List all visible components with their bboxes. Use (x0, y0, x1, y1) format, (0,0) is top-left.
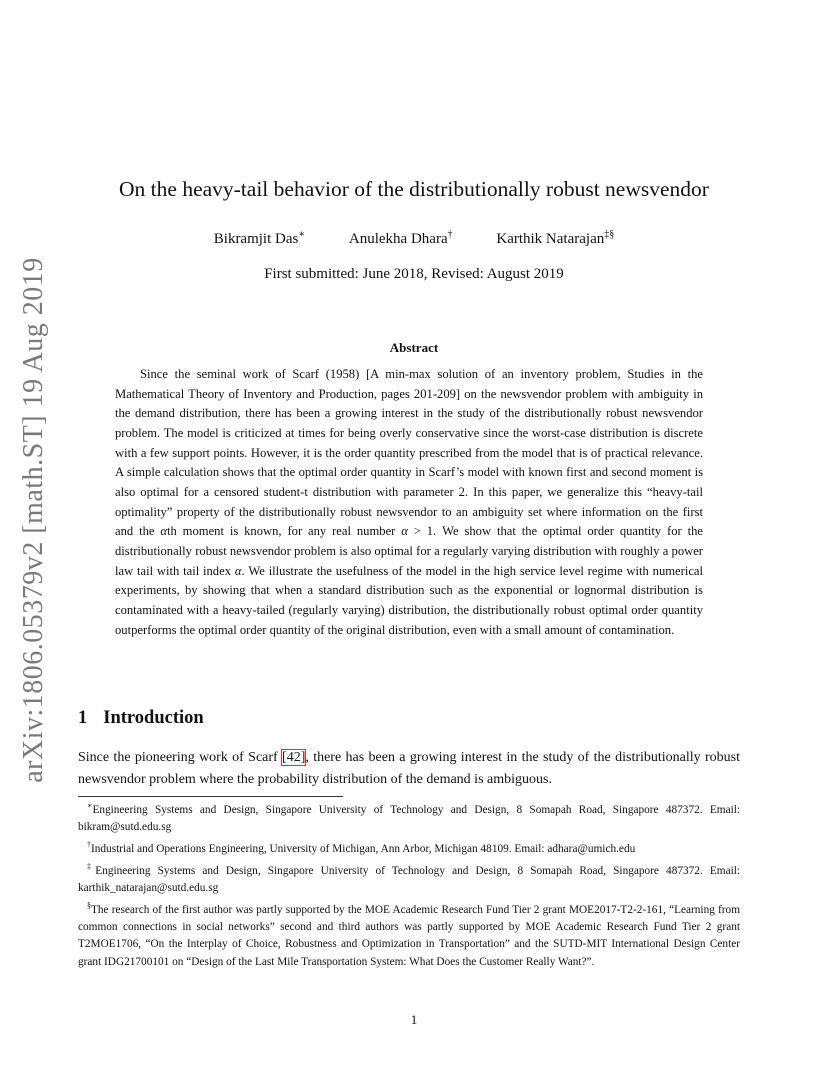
abstract-heading: Abstract (389, 340, 439, 355)
author (349, 229, 453, 248)
footnote-mark: † (87, 840, 91, 850)
math-alpha: α (234, 563, 242, 578)
author-name: Karthik Natarajan (496, 231, 605, 247)
paper-title: On the heavy-tail behavior of the distributionally robust newsvendor (119, 177, 709, 201)
author-mark: ‡§ (604, 229, 615, 240)
intro-text: Since the pioneering work of Scarf (78, 750, 283, 765)
abstract-text: > 1. We show that the optimal order quantity for the distributionally robust newsvendor problem is also optimal for a regularly varying distribution with roughly a power law tail with tail index (115, 524, 703, 578)
author-mark: ∗ (298, 229, 306, 240)
arxiv-stamp (0, 0, 60, 1072)
citation-link[interactable]: [42] (282, 750, 306, 765)
footnote-text: Engineering Systems and Design, Singapore University of Technology and Design, 8 Somapah Road, Singapore 487372. Email: karthik_natarajan@sutd.edu.sg (78, 864, 741, 895)
author-list (0, 229, 828, 248)
author-mark: † (447, 229, 453, 240)
author (214, 229, 305, 248)
arxiv-stamp-text: arXiv:1806.05379v2 [math.ST] 19 Aug 2019 (18, 257, 49, 783)
footnotes (78, 797, 740, 971)
section-number: 1 (78, 708, 88, 728)
math-alpha: α (401, 524, 408, 539)
footnote-text: The research of the first author was partly supported by the MOE Academic Research Fund Tier 2 grant MOE2017-T2-2-161, “Learning from common connections in social networks” second and third authors was partly supported by MOE Academic Research Fund Tier 2 grant T2MOE1706, “On the Interplay of Choice, Robustness and Optimization in Transportation” and the SUTD-MIT International Design Center grant IDG21700101 on “Design of the Last Mile Transportation System: What Does the Customer Really Want?”. (78, 904, 740, 968)
abstract-text: Since the seminal work of Scarf (1958) [A min-max solution of an inventory problem, Studies in the Mathematical Theory of Inventory and Production, pages 201-209] on the newsvendor problem with ambiguity in the demand distribution, there has been a growing interest in the study of the distributionally robust newsvendor problem. The model is criticized at times for being overly conservative since the worst-case distribution is discrete with a few support points. However, it is the order quantity prescribed from the model that is of practical relevance. A simple calculation shows that the optimal order quantity in Scarf’s model with known first and second moment is also optimal for a censored student-t distribution with parameter 2. In this paper, we generalize this “heavy-tail optimality” property of the distributionally robust newsvendor to an ambiguity set where information on the first and the (115, 367, 703, 539)
footnote-mark: ‡ (87, 862, 96, 872)
footnote-text: Engineering Systems and Design, Singapore University of Technology and Design, 8 Somapah Road, Singapore 487372. Email: bikram@sutd.edu.sg (78, 803, 740, 833)
page-number: 1 (410, 1012, 418, 1027)
author-name: Bikramjit Das (213, 231, 299, 247)
intro-paragraph (78, 747, 740, 791)
intro-text: , there has been a growing interest in the study of the distributionally robust newsvendor problem where the probability distribution of the demand is ambiguous. (78, 750, 740, 787)
footnote (78, 836, 740, 858)
footnote-text: Industrial and Operations Engineering, University of Michigan, Ann Arbor, Michigan 48109. Email: adhara@umich.edu (91, 842, 636, 855)
footnote (78, 897, 740, 971)
abstract-body (115, 365, 703, 640)
author (496, 229, 614, 248)
section-heading (78, 708, 204, 729)
footnote (78, 858, 740, 897)
footnote-mark: ∗ (87, 801, 93, 810)
footnote-mark: § (87, 901, 91, 911)
section-title: Introduction (103, 708, 204, 728)
abstract-text: . We illustrate the usefulness of the model in the high service level regime with numerical experiments, by showing that when a standard distribution such as the exponential or lognormal distribution is contaminated with a heavy-tailed (regularly varying) distribution, the distributionally robust optimal order quantity outperforms the optimal order quantity of the original distribution, even with a small amount of contamination. (115, 563, 703, 637)
abstract-text: th moment is known, for any real number (166, 524, 402, 539)
math-alpha: α (160, 524, 167, 539)
footnote (78, 797, 740, 836)
submission-dates: First submitted: June 2018, Revised: August 2019 (264, 266, 564, 282)
author-name: Anulekha Dhara (348, 231, 448, 247)
